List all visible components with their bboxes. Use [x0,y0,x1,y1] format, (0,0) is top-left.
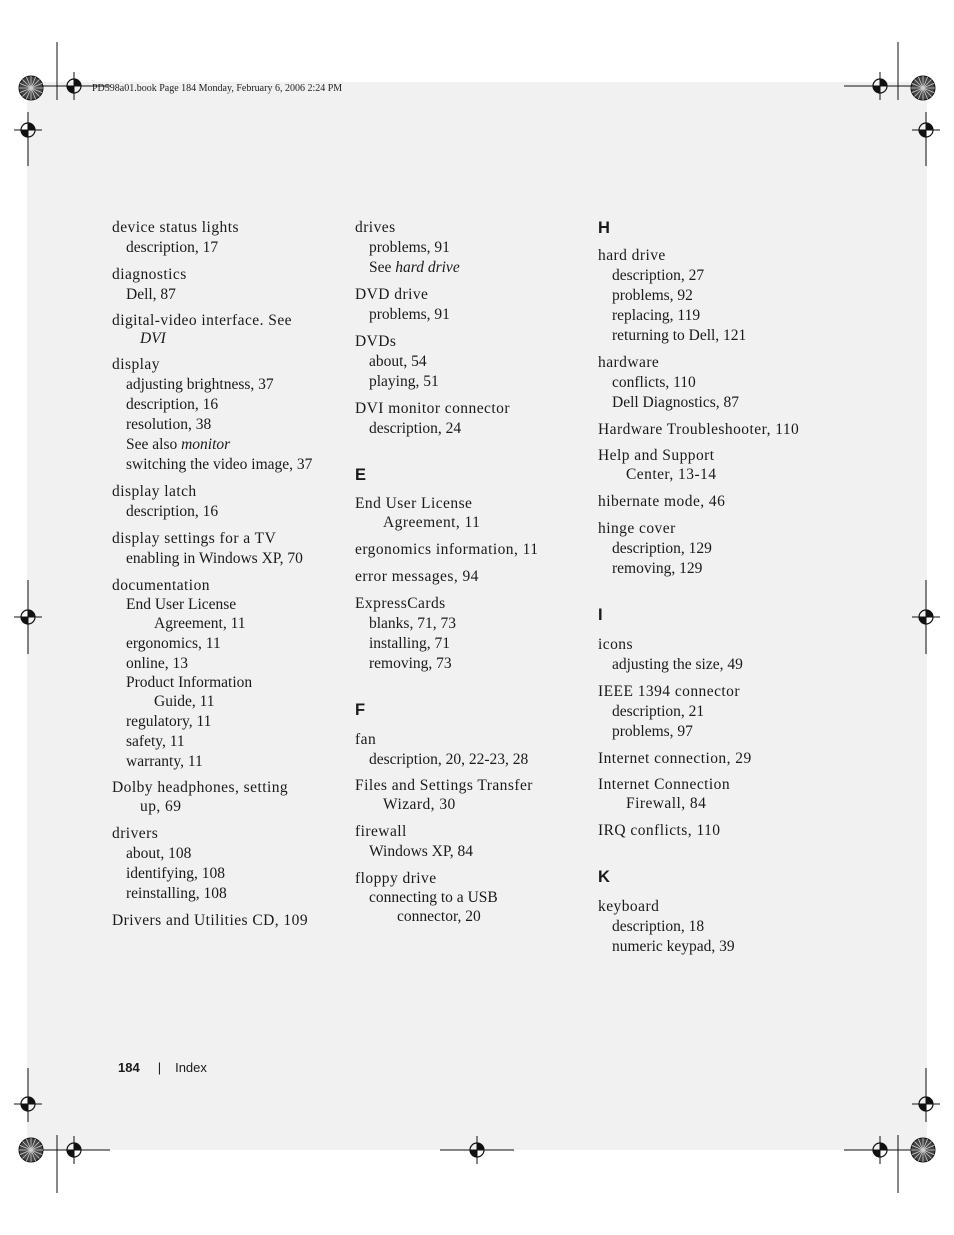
index-subterm: safety, 11 [126,733,185,750]
index-subterm: Dell Diagnostics, 87 [612,394,739,411]
index-term: Dolby headphones, setting [112,779,289,796]
index-term: device status lights [112,219,239,236]
index-term: IEEE 1394 connector [598,683,740,700]
index-subterm: ergonomics, 11 [126,635,221,652]
index-subterm: problems, 91 [369,306,450,323]
see-also-term: monitor [181,436,231,453]
index-subterm: description, 24 [369,420,462,437]
index-term: display latch [112,483,197,500]
index-subterm: warranty, 11 [126,753,203,770]
index-subterm-continued: Guide, 11 [154,693,215,710]
section-letter-i: I [598,606,603,624]
index-subterm: adjusting brightness, 37 [126,376,274,393]
index-subterm: numeric keypad, 39 [612,938,735,955]
index-subterm: removing, 129 [612,560,703,577]
footer-separator: | [157,1060,162,1075]
section-letter-h: H [598,219,610,237]
index-term-continued: up, 69 [140,798,182,815]
registration-star-icon [909,1136,937,1164]
section-letter-e: E [355,466,367,484]
index-subterm: returning to Dell, 121 [612,327,747,344]
section-letter-f: F [355,701,366,719]
index-subterm: reinstalling, 108 [126,885,227,902]
index-term: display [112,356,160,373]
index-term: IRQ conflicts, 110 [598,822,721,839]
crosshair-mark-icon [866,72,894,100]
index-term: ergonomics information, 11 [355,541,539,558]
index-subterm: about, 108 [126,845,192,862]
crosshair-mark-icon [60,1136,88,1164]
index-subterm: removing, 73 [369,655,452,672]
index-term-continued: Firewall, 84 [626,795,707,812]
see-prefix: See [369,259,396,276]
index-term: digital-video interface. See [112,312,293,329]
crosshair-mark-icon [14,116,42,144]
section-letter-k: K [598,868,610,886]
index-term: Internet Connection [598,776,731,793]
index-subterm: regulatory, 11 [126,713,212,730]
footer-section-name: Index [175,1060,207,1075]
index-subterm: description, 17 [126,239,219,256]
index-term: hinge cover [598,520,676,537]
index-subterm: problems, 97 [612,723,693,740]
index-subterm: online, 13 [126,655,188,672]
index-term: Internet connection, 29 [598,750,752,767]
index-subterm: installing, 71 [369,635,450,652]
index-term: hardware [598,354,660,371]
index-subterm: switching the video image, 37 [126,456,313,473]
index-term: icons [598,636,633,653]
index-subterm: description, 16 [126,503,219,520]
index-subterm: description, 20, 22-23, 28 [369,751,529,768]
index-subterm: description, 129 [612,540,712,557]
index-term-continued: Wizard, 30 [383,796,456,813]
index-term: Hardware Troubleshooter, 110 [598,421,800,438]
index-term: DVD drive [355,286,429,303]
crosshair-mark-icon [912,1090,940,1118]
index-subterm: playing, 51 [369,373,439,390]
index-term: hard drive [598,247,666,264]
crosshair-mark-icon [14,1090,42,1118]
index-term: keyboard [598,898,660,915]
index-term: End User License [355,495,473,512]
index-term: DVDs [355,333,397,350]
registration-star-icon [909,74,937,102]
index-subterm: problems, 91 [369,239,450,256]
index-subterm: resolution, 38 [126,416,212,433]
index-subterm: about, 54 [369,353,427,370]
index-subterm: blanks, 71, 73 [369,615,456,632]
index-subterm: description, 18 [612,918,705,935]
index-term: DVI monitor connector [355,400,510,417]
print-slug: PD598a01.book Page 184 Monday, February 6, 2006 2:24 PM [92,83,343,94]
index-subterm: description, 27 [612,267,705,284]
index-term: floppy drive [355,870,437,887]
index-cross-reference: DVI [140,330,166,347]
index-term: Files and Settings Transfer [355,777,533,794]
index-subterm: description, 21 [612,703,705,720]
index-subterm: Windows XP, 84 [369,843,474,860]
crosshair-mark-icon [60,72,88,100]
index-term-continued: Agreement, 11 [383,514,481,531]
index-subterm: Product Information [126,674,253,691]
index-subterm: End User License [126,596,237,613]
crosshair-mark-icon [14,603,42,631]
index-term: diagnostics [112,266,187,283]
index-term: documentation [112,577,210,594]
index-subterm: connecting to a USB [369,889,498,906]
index-subterm: replacing, 119 [612,307,701,324]
index-subterm-continued: connector, 20 [397,908,481,925]
index-subterm-continued: Agreement, 11 [154,615,246,632]
registration-star-icon [17,74,45,102]
index-subterm: adjusting the size, 49 [612,656,743,673]
index-term: fan [355,731,377,748]
index-term-continued: Center, 13-14 [626,466,717,483]
see-term: hard drive [395,259,460,276]
index-subterm: identifying, 108 [126,865,226,882]
index-term: ExpressCards [355,595,446,612]
index-subterm: problems, 92 [612,287,693,304]
page-number: 184 [118,1060,140,1075]
crosshair-mark-icon [912,116,940,144]
index-term: Help and Support [598,447,715,464]
crosshair-mark-icon [866,1136,894,1164]
see-also-prefix: See also [126,436,182,453]
index-term: Drivers and Utilities CD, 109 [112,912,309,929]
index-term: hibernate mode, 46 [598,493,726,510]
index-term: display settings for a TV [112,530,277,547]
registration-star-icon [17,1136,45,1164]
index-term: drivers [112,825,159,842]
index-term: drives [355,219,396,236]
crosshair-mark-icon [912,603,940,631]
index-subterm: enabling in Windows XP, 70 [126,550,303,567]
index-term: error messages, 94 [355,568,479,585]
index-term: firewall [355,823,407,840]
crosshair-mark-icon [463,1136,491,1164]
index-subterm: conflicts, 110 [612,374,696,391]
index-subterm: Dell, 87 [126,286,176,303]
index-subterm: description, 16 [126,396,219,413]
